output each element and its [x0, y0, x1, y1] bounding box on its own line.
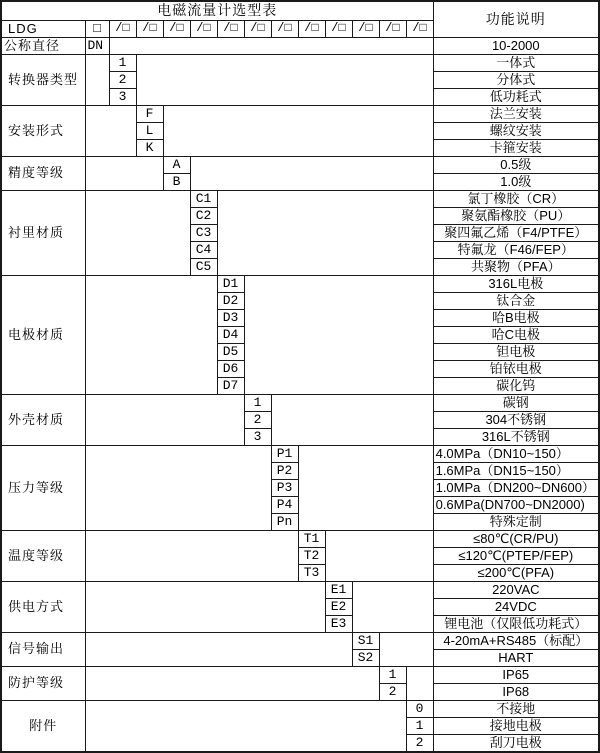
option-code: C3: [190, 225, 217, 242]
spacer-cell: [379, 633, 433, 667]
option-code: L: [136, 123, 163, 140]
diameter-code: DN: [85, 38, 109, 55]
option-code: C1: [190, 191, 217, 208]
option-code: 3: [109, 89, 136, 106]
option-desc: 0.6MPa(DN700~DN2000): [433, 497, 599, 514]
model-code-box: □: [85, 21, 109, 38]
option-desc: 1.0MPa（DN200~DN600）: [433, 480, 599, 497]
option-desc: 304不锈钢: [433, 412, 599, 429]
model-code-slot: /□: [406, 21, 433, 38]
option-desc: 220VAC: [433, 582, 599, 599]
spacer-cell: [85, 701, 406, 753]
model-code-slot: /□: [325, 21, 352, 38]
spacer-cell: [244, 276, 433, 395]
group-label: 安装形式: [1, 106, 85, 157]
model-code-slot: /□: [109, 21, 136, 38]
spacer-cell: [85, 157, 163, 191]
option-code: T1: [298, 531, 325, 548]
group-label: 信号输出: [1, 633, 85, 667]
option-desc: 接地电极: [433, 718, 599, 735]
group-label: 外壳材质: [1, 395, 85, 446]
option-desc: 聚四氟乙烯（F4/PTFE）: [433, 225, 599, 242]
option-code: S2: [352, 650, 379, 667]
option-desc: 特殊定制: [433, 514, 599, 531]
option-desc: 碳化钨: [433, 378, 599, 395]
spacer-cell: [85, 633, 352, 667]
model-code-slot: /□: [298, 21, 325, 38]
option-code: A: [163, 157, 190, 174]
spacer-cell: [352, 582, 433, 633]
option-desc: 分体式: [433, 72, 599, 89]
option-code: D4: [217, 327, 244, 344]
option-desc: 聚氨酯橡胶（PU）: [433, 208, 599, 225]
option-code: S1: [352, 633, 379, 650]
option-code: D3: [217, 310, 244, 327]
option-code: D2: [217, 293, 244, 310]
option-code: 2: [109, 72, 136, 89]
spacer-cell: [271, 395, 433, 446]
option-code: D1: [217, 276, 244, 293]
spacer-cell: [406, 667, 433, 701]
model-code-slot: /□: [352, 21, 379, 38]
option-code: P4: [271, 497, 298, 514]
option-code: 3: [244, 429, 271, 446]
option-desc: 钛合金: [433, 293, 599, 310]
option-desc: ≤200℃(PFA): [433, 565, 599, 582]
option-code: D6: [217, 361, 244, 378]
right-column-header: 功能说明: [433, 1, 599, 38]
option-code: 1: [379, 667, 406, 684]
option-code: C5: [190, 259, 217, 276]
option-code: 1: [109, 55, 136, 72]
group-label: 温度等级: [1, 531, 85, 582]
spacer-cell: [85, 446, 271, 531]
option-desc: 特氟龙（F46/FEP）: [433, 242, 599, 259]
option-desc: 刮刀电极: [433, 735, 599, 753]
spacer-cell: [85, 106, 136, 157]
spacer-cell: [85, 55, 109, 106]
option-code: D7: [217, 378, 244, 395]
group-label: 供电方式: [1, 582, 85, 633]
option-code: T3: [298, 565, 325, 582]
option-code: 1: [406, 718, 433, 735]
option-desc: 316L电极: [433, 276, 599, 293]
option-desc: 锂电池（仅限低功耗式）: [433, 616, 599, 633]
option-code: E3: [325, 616, 352, 633]
option-desc: 碳钢: [433, 395, 599, 412]
option-desc: 哈C电极: [433, 327, 599, 344]
option-code: C4: [190, 242, 217, 259]
spacer-cell: [325, 531, 433, 582]
option-code: C2: [190, 208, 217, 225]
option-code: K: [136, 140, 163, 157]
option-code: D5: [217, 344, 244, 361]
option-desc: 24VDC: [433, 599, 599, 616]
option-code: 1: [244, 395, 271, 412]
spacer-cell: [85, 582, 325, 633]
option-desc: ≤80℃(CR/PU): [433, 531, 599, 548]
table-title: 电磁流量计选型表: [1, 1, 433, 21]
group-label: 电极材质: [1, 276, 85, 395]
group-label: 压力等级: [1, 446, 85, 531]
spacer-cell: [85, 191, 190, 276]
group-label: 防护等级: [1, 667, 85, 701]
option-code: B: [163, 174, 190, 191]
group-label: 精度等级: [1, 157, 85, 191]
spacer-cell: [163, 106, 433, 157]
spacer-cell: [85, 395, 244, 446]
option-code: P2: [271, 463, 298, 480]
model-code-slot: /□: [136, 21, 163, 38]
model-code-slot: /□: [271, 21, 298, 38]
spacer-cell: [85, 531, 298, 582]
spacer-cell: [85, 667, 379, 701]
option-code: T2: [298, 548, 325, 565]
option-code: E2: [325, 599, 352, 616]
option-desc: IP65: [433, 667, 599, 684]
option-desc: 0.5级: [433, 157, 599, 174]
spacer-cell: [217, 191, 433, 276]
model-code-slot: /□: [190, 21, 217, 38]
option-desc: 共聚物（PFA）: [433, 259, 599, 276]
group-label: 转换器类型: [1, 55, 85, 106]
model-code-slot: /□: [163, 21, 190, 38]
option-desc: 哈B电极: [433, 310, 599, 327]
model-code-slot: /□: [379, 21, 406, 38]
spacer-cell: [298, 446, 433, 531]
option-desc: 1.6MPa（DN15~150）: [433, 463, 599, 480]
option-desc: 不接地: [433, 701, 599, 718]
option-desc: 低功耗式: [433, 89, 599, 106]
spacer-cell: [190, 157, 433, 191]
option-code: F: [136, 106, 163, 123]
option-code: 2: [244, 412, 271, 429]
model-code-slot: /□: [244, 21, 271, 38]
option-code: P1: [271, 446, 298, 463]
option-code: E1: [325, 582, 352, 599]
option-desc: 钽电极: [433, 344, 599, 361]
option-desc: 1.0级: [433, 174, 599, 191]
model-code-slot: /□: [217, 21, 244, 38]
option-code: 2: [379, 684, 406, 701]
option-desc: 4-20mA+RS485（标配）: [433, 633, 599, 650]
option-desc: ≤120℃(PTEP/FEP): [433, 548, 599, 565]
option-code: 2: [406, 735, 433, 753]
group-label: 附件: [1, 701, 85, 753]
diameter-label: 公称直径: [1, 38, 85, 55]
option-desc: 一体式: [433, 55, 599, 72]
option-desc: 316L不锈钢: [433, 429, 599, 446]
spacer-cell: [136, 55, 433, 106]
option-desc: 螺纹安装: [433, 123, 599, 140]
option-code: 0: [406, 701, 433, 718]
option-code: P3: [271, 480, 298, 497]
spacer-cell: [85, 276, 217, 395]
option-desc: 铂铱电极: [433, 361, 599, 378]
option-desc: 氯丁橡胶（CR）: [433, 191, 599, 208]
group-label: 衬里材质: [1, 191, 85, 276]
option-code: Pn: [271, 514, 298, 531]
diameter-desc: 10-2000: [433, 38, 599, 55]
spacer-cell: [109, 38, 433, 55]
option-desc: HART: [433, 650, 599, 667]
option-desc: 4.0MPa（DN10~150）: [433, 446, 599, 463]
option-desc: 法兰安装: [433, 106, 599, 123]
option-desc: 卡箍安装: [433, 140, 599, 157]
option-desc: IP68: [433, 684, 599, 701]
model-prefix: LDG: [1, 21, 85, 38]
